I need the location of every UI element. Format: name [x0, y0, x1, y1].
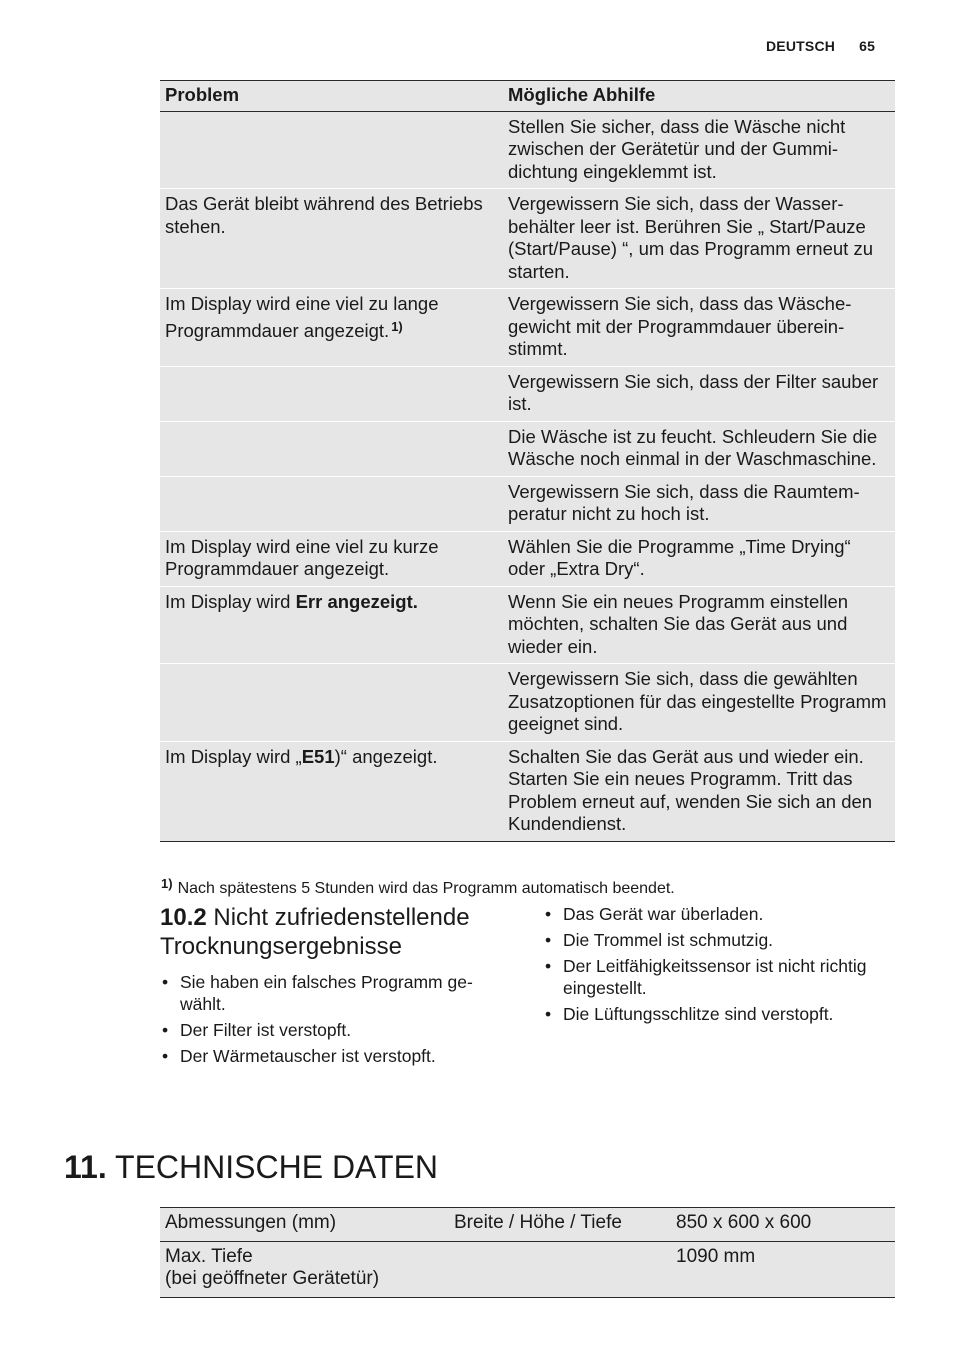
table-row	[160, 664, 895, 742]
tech-sub-cell: Breite / Höhe / Tiefe	[449, 1208, 671, 1242]
remedy-cell: Schalten Sie das Gerät aus und wieder ein. Starten Sie ein neues Programm. Tritt das Problem erneut auf, wenden Sie sich an den Kundendienst.	[498, 741, 895, 841]
problem-cell	[160, 421, 498, 476]
remedy-cell: Vergewissern Sie sich, dass das Wäschegewicht mit der Programmdauer übereinstimmt.	[498, 289, 895, 367]
tech-label-cell: Abmessungen (mm)	[160, 1208, 449, 1242]
problem-cell: Das Gerät bleibt während des Betriebs stehen.	[160, 189, 498, 289]
column-header-problem: Problem	[160, 81, 498, 112]
footnote-marker: 1)	[391, 318, 403, 334]
footnote-marker: 1)	[161, 876, 173, 891]
table-row	[160, 421, 895, 476]
tech-label-line1: Max. Tiefe	[165, 1245, 253, 1267]
problem-text: Im Display wird eine viel zu lange Programmdauer angezeigt.	[165, 293, 439, 341]
technical-data-table	[160, 1207, 895, 1298]
problem-cell	[160, 741, 498, 841]
table-row	[160, 289, 895, 367]
table-row	[160, 111, 895, 189]
footnote	[161, 876, 675, 898]
list-item: • Der Wärmetauscher ist verstopft.	[160, 1046, 505, 1068]
list-item: • Das Gerät war überladen.	[543, 904, 895, 926]
problem-text: Im Display wird „	[165, 745, 302, 767]
tech-value-cell: 850 x 600 x 600	[671, 1208, 895, 1242]
bullet-list-right	[543, 904, 895, 1030]
table-row	[160, 741, 895, 841]
list-item: • Die Trommel ist schmutzig.	[543, 930, 895, 952]
remedy-cell: Wenn Sie ein neues Programm einstellen möchten, schalten Sie das Gerät aus und wieder ein.	[498, 586, 895, 664]
list-item: • Der Filter ist verstopft.	[160, 1020, 505, 1042]
section-heading-10-2	[160, 903, 505, 961]
remedy-cell: Vergewissern Sie sich, dass die Raumtemperatur nicht zu hoch ist.	[498, 476, 895, 531]
problem-cell	[160, 366, 498, 421]
list-item: • Die Lüftungsschlitze sind verstopft.	[543, 1004, 895, 1026]
table-row	[160, 1241, 895, 1297]
error-code-e51: E51	[301, 745, 335, 767]
table-row	[160, 1208, 895, 1242]
tech-label-cell	[160, 1241, 449, 1297]
table-row	[160, 586, 895, 664]
table-row	[160, 366, 895, 421]
tech-value-cell: 1090 mm	[671, 1241, 895, 1297]
page-number: 65	[859, 38, 876, 54]
error-code-err: Err angezeigt.	[295, 590, 418, 612]
remedy-cell: Wählen Sie die Programme „Time Drying“ oder „Extra Dry“.	[498, 531, 895, 586]
remedy-cell: Stellen Sie sicher, dass die Wäsche nicht zwischen der Gerätetür und der Gummidichtung eingeklemmt ist.	[498, 111, 895, 189]
problem-text-suffix: )“ angezeigt.	[334, 745, 438, 767]
list-item: • Sie haben ein falsches Programm gewählt.	[160, 972, 505, 1015]
remedy-cell: Vergewissern Sie sich, dass der Filter sauber ist.	[498, 366, 895, 421]
list-item: • Der Leitfähigkeitssensor ist nicht richtig eingestellt.	[543, 956, 895, 999]
table-row	[160, 476, 895, 531]
footnote-text: Nach spätestens 5 Stunden wird das Programm automatisch beendet.	[177, 880, 675, 897]
problem-cell	[160, 111, 498, 189]
column-header-remedy: Mögliche Abhilfe	[498, 81, 895, 112]
remedy-cell: Die Wäsche ist zu feucht. Schleudern Sie die Wäsche noch einmal in der Waschmaschine.	[498, 421, 895, 476]
tech-sub-cell	[449, 1241, 671, 1297]
header-language: DEUTSCH	[766, 38, 836, 54]
remedy-cell: Vergewissern Sie sich, dass die gewählten Zusatzoptionen für das eingestellte Programm geeignet sind.	[498, 664, 895, 742]
section-heading-11	[64, 1147, 438, 1187]
problem-cell	[160, 586, 498, 664]
problem-cell	[160, 289, 498, 367]
remedy-cell: Vergewissern Sie sich, dass der Wasserbehälter leer ist. Berühren Sie „ Start/Pauze (Start/Pause) “, um das Programm erneut zu starten.	[498, 189, 895, 289]
table-row	[160, 189, 895, 289]
problem-cell	[160, 664, 498, 742]
troubleshooting-table	[160, 80, 895, 842]
section-number: 11.	[64, 1149, 107, 1185]
section-number: 10.2	[160, 904, 207, 931]
table-row	[160, 531, 895, 586]
problem-cell	[160, 476, 498, 531]
problem-text: Im Display wird	[165, 590, 296, 612]
tech-label-line2: (bei geöffneter Gerätetür)	[165, 1268, 380, 1289]
section-title: TECHNISCHE DATEN	[115, 1149, 439, 1185]
table-header-row	[160, 81, 895, 112]
section-title: Nicht zufriedenstellende Trocknungsergebnisse	[160, 904, 470, 960]
problem-cell: Im Display wird eine viel zu kurze Programmdauer angezeigt.	[160, 531, 498, 586]
page-header	[766, 38, 875, 54]
bullet-list-left	[160, 972, 505, 1072]
